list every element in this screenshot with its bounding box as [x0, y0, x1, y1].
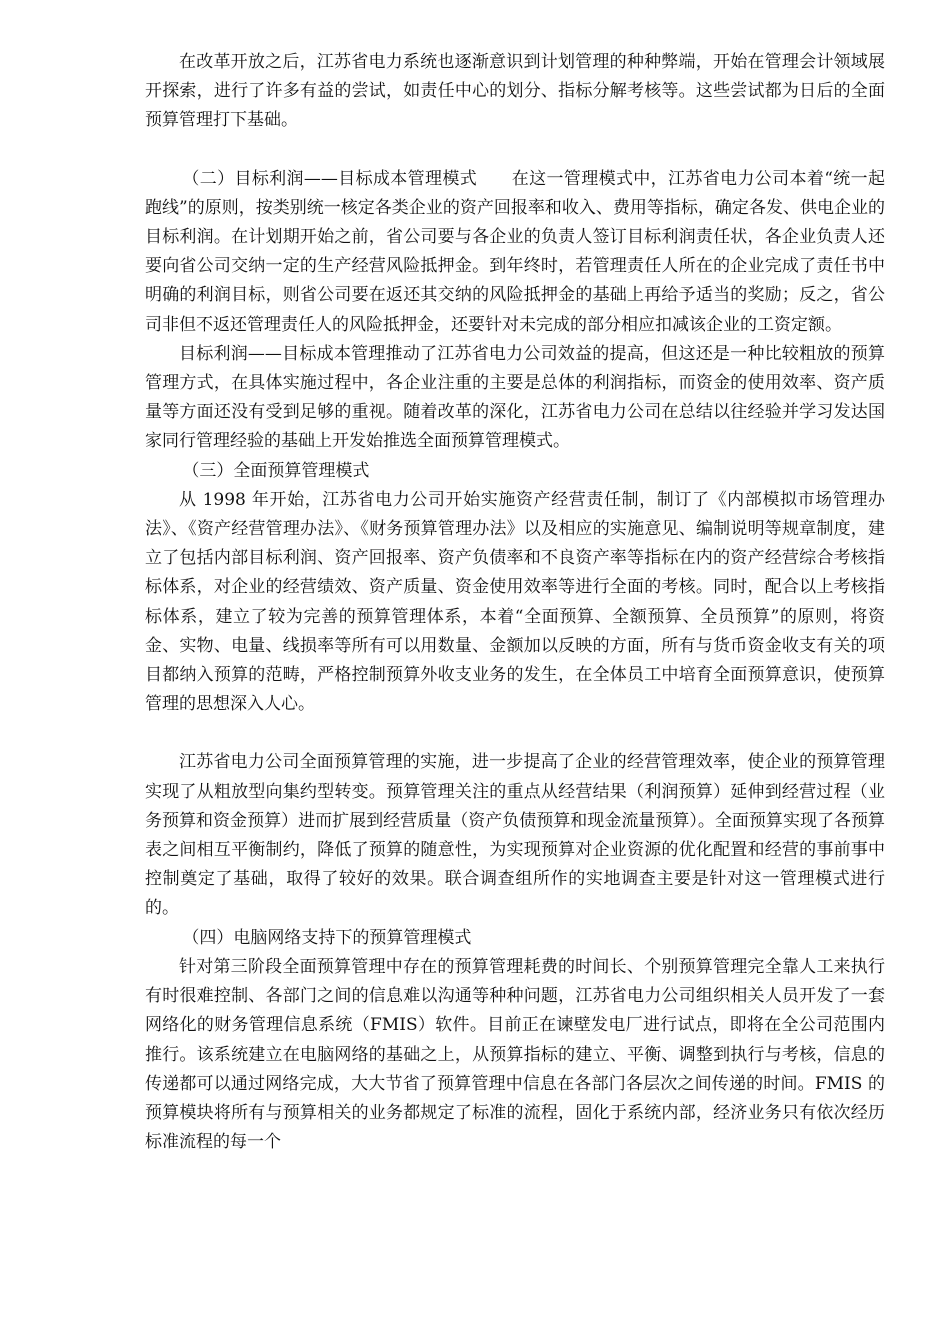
- paragraph-fmis-system: 针对第三阶段全面预算管理中存在的预算管理耗费的时间长、个别预算管理完全靠人工来执行有时很难控制、各部门之间的信息难以沟通等种种问题，江苏省电力公司组织相关人员开发了一套网络化的财务管理信息系统（FMIS）软件。目前正在谏壁发电厂进行试点，即将在全公司范围内推行。该系统建立在电脑网络的基础之上，从预算指标的建立、平衡、调整到执行与考核，信息的传递都可以通过网络完成，大大节省了预算管理中信息在各部门各层次之间传递的时间。FMIS 的预算模块将所有与预算相关的业务都规定了标准的流程，固化于系统内部，经济业务只有依次经历标准流程的每一个: [145, 956, 885, 1153]
- document-page: [145, 48, 885, 1157]
- paragraph-comprehensive-budget: 从 1998 年开始，江苏省电力公司开始实施资产经营责任制，制订了《内部模拟市场管理办法》、《资产经营管理办法》、《财务预算管理办法》以及相应的实施意见、编制说明等规章制度，建立了包括内部目标利润、资产回报率、资产负债率和不良资产率等指标在内的资产经营综合考核指标体系，对企业的经营绩效、资产质量、资金使用效率等进行全面的考核。同时，配合以上考核指标体系，建立了较为完善的预算管理体系，本着“全面预算、全额预算、全员预算”的原则，将资金、实物、电量、线损率等所有可以用数量、金额加以反映的方面，所有与货币资金收支有关的项目都纳入预算的范畴，严格控制预算外收支业务的发生，在全体员工中培育全面预算意识，使预算管理的思想深入人心。: [145, 489, 885, 715]
- section-heading-network-budget: （四）电脑网络支持下的预算管理模式: [182, 927, 472, 948]
- paragraph-budget-results: 江苏省电力公司全面预算管理的实施，进一步提高了企业的经营管理效率，使企业的预算管理实现了从粗放型向集约型转变。预算管理关注的重点从经营结果（利润预算）延伸到经营过程（业务预算和资金预算）进而扩展到经营质量（资产负债预算和现金流量预算）。全面预算实现了各预算表之间相互平衡制约，降低了预算的随意性，为实现预算对企业资源的优化配置和经营的事前事中控制奠定了基础，取得了较好的效果。联合调查组所作的实地调查主要是针对这一管理模式进行的。: [145, 752, 885, 919]
- paragraph-gap: [145, 136, 885, 165]
- paragraph-target-profit-evaluation: 目标利润——目标成本管理推动了江苏省电力公司效益的提高，但这还是一种比较粗放的预算管理方式，在具体实施过程中，各企业注重的主要是总体的利润指标，而资金的使用效率、资产质量等方面还没有受到足够的重视。随着改革的深化，江苏省电力公司在总结以往经验并学习发达国家同行管理经验的基础上开发始推选全面预算管理模式。: [145, 343, 885, 452]
- section-heading-comprehensive-budget: （三）全面预算管理模式: [182, 460, 370, 481]
- paragraph-target-profit-model: （二）目标利润——目标成本管理模式 在这一管理模式中，江苏省电力公司本着“统一起跑线”的原则，按类别统一核定各类企业的资产回报率和收入、费用等指标，确定各发、供电企业的目标利润。在计划期开始之前，省公司要与各企业的负责人签订目标利润责任状，各企业负责人还要向省公司交纳一定的生产经营风险抵押金。到年终时，若管理责任人所在的企业完成了责任书中明确的利润目标，则省公司要在返还其交纳的风险抵押金的基础上再给予适当的奖励；反之，省公司非但不返还管理责任人的风险抵押金，还要针对未完成的部分相应扣减该企业的工资定额。: [145, 168, 885, 335]
- paragraph-reform-exploration: 在改革开放之后，江苏省电力系统也逐渐意识到计划管理的种种弊端，开始在管理会计领域展开探索，进行了许多有益的尝试，如责任中心的划分、指标分解考核等。这些尝试都为日后的全面预算管理打下基础。: [145, 52, 885, 131]
- paragraph-gap: [145, 719, 885, 748]
